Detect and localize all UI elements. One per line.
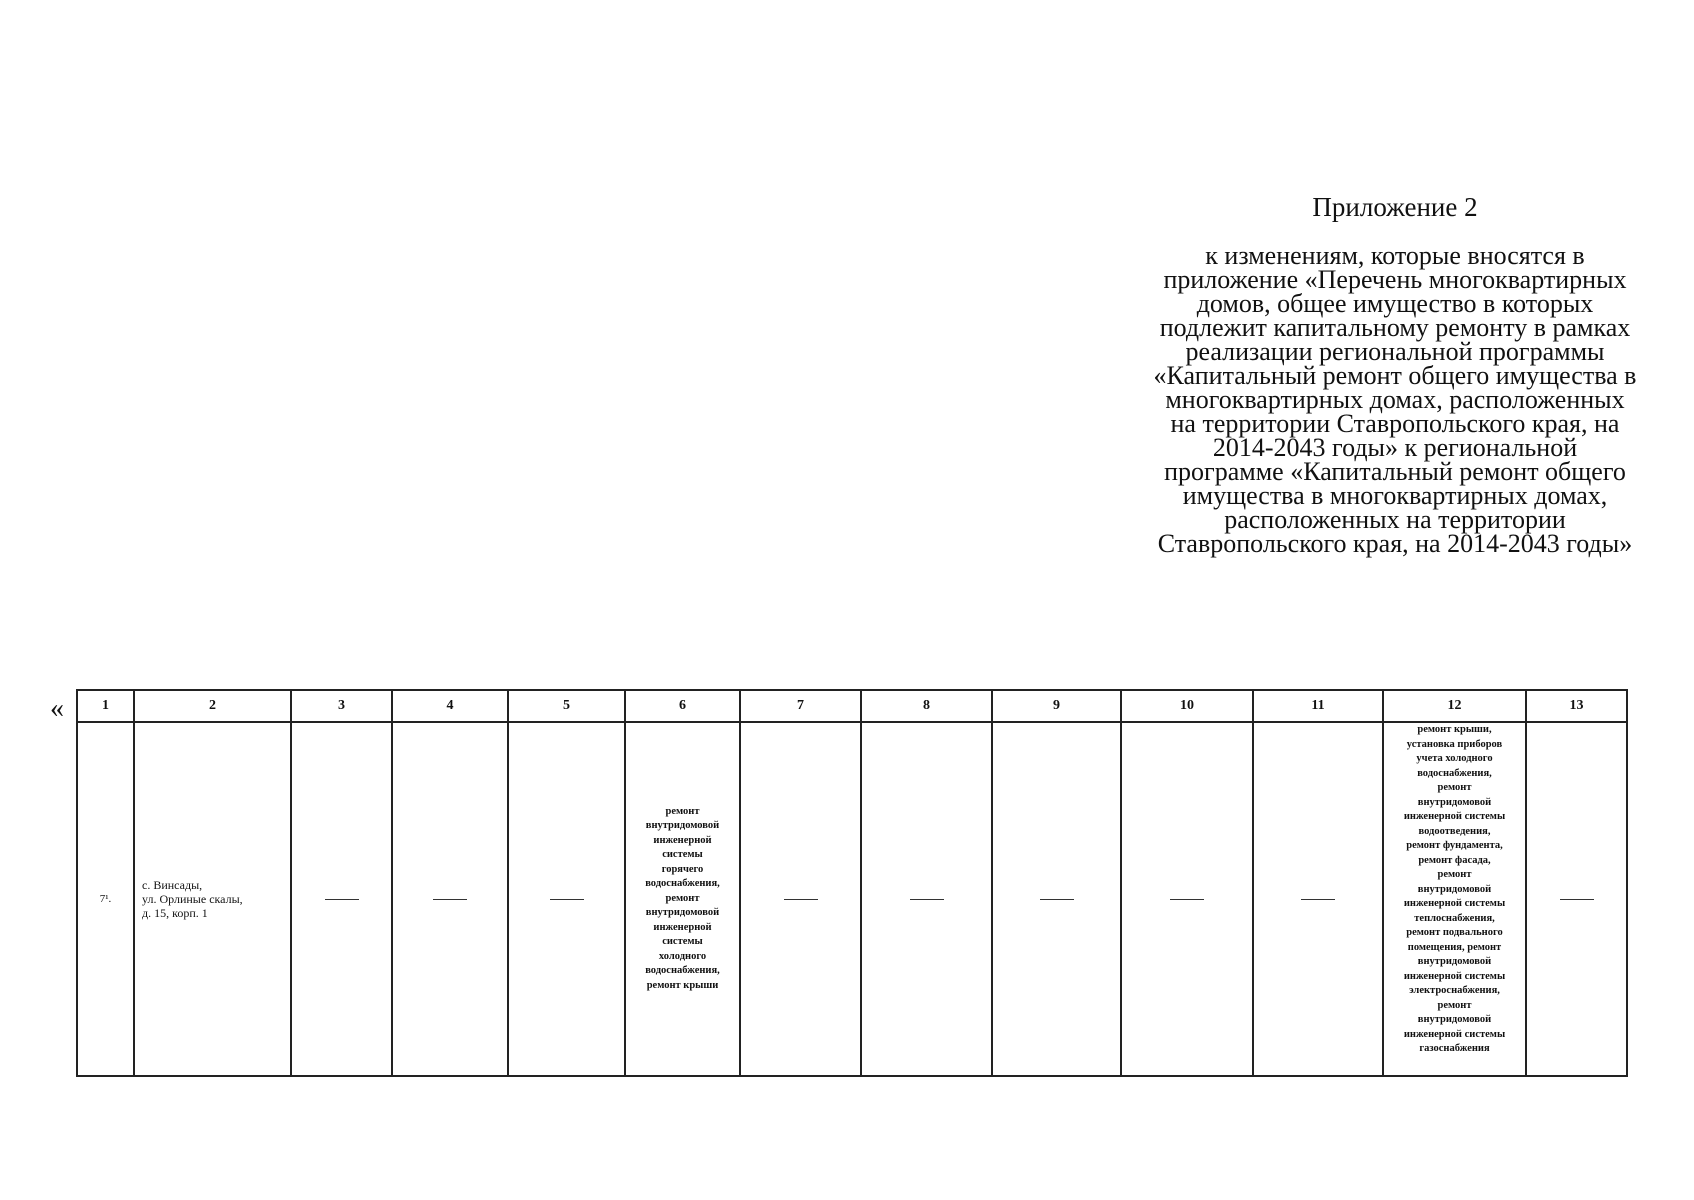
- column-header: 11: [1253, 690, 1383, 722]
- dash-mark: [910, 899, 944, 900]
- column-header: 6: [625, 690, 740, 722]
- dash-mark: [1040, 899, 1074, 900]
- dash-mark: [1560, 899, 1594, 900]
- opening-quote-mark: «: [50, 693, 64, 724]
- dash-mark: [784, 899, 818, 900]
- row-number-cell: 7¹.: [77, 722, 134, 1076]
- column-header: 2: [134, 690, 291, 722]
- column-header: 7: [740, 690, 861, 722]
- empty-cell: [1526, 722, 1627, 1076]
- empty-cell: [992, 722, 1121, 1076]
- column-header: 12: [1383, 690, 1526, 722]
- column-header: 3: [291, 690, 392, 722]
- empty-cell: [291, 722, 392, 1076]
- column-header: 9: [992, 690, 1121, 722]
- table-header-row: [77, 690, 1627, 722]
- appendix-header: [1150, 192, 1640, 556]
- empty-cell: [1253, 722, 1383, 1076]
- appendix-title: Приложение 2: [1312, 192, 1478, 222]
- dash-mark: [1301, 899, 1335, 900]
- column-header: 8: [861, 690, 992, 722]
- works-column-6-cell: ремонт внутридомовой инженерной системы горячего водоснабжения, ремонт внутридомовой инженерной системы холодного водоснабжения, ремонт крыши: [625, 722, 740, 1076]
- empty-cell: [740, 722, 861, 1076]
- column-header: 4: [392, 690, 508, 722]
- column-header: 5: [508, 690, 625, 722]
- empty-cell: [392, 722, 508, 1076]
- empty-cell: [861, 722, 992, 1076]
- buildings-table: [76, 689, 1628, 1077]
- table-row: [77, 722, 1627, 1076]
- dash-mark: [550, 899, 584, 900]
- empty-cell: [1121, 722, 1253, 1076]
- dash-mark: [433, 899, 467, 900]
- dash-mark: [325, 899, 359, 900]
- address-cell: с. Винсады, ул. Орлиные скалы, д. 15, корп. 1: [134, 722, 291, 1076]
- column-header: 1: [77, 690, 134, 722]
- column-header: 13: [1526, 690, 1627, 722]
- empty-cell: [508, 722, 625, 1076]
- dash-mark: [1170, 899, 1204, 900]
- works-column-12-cell: ремонт крыши, установка приборов учета холодного водоснабжения, ремонт внутридомовой инженерной системы водоотведения, ремонт фундамента, ремонт фасада, ремонт внутридомовой инженерной системы теплоснабжения, ремонт подвального помещения, ремонт внутридомовой инженерной системы электроснабжения, ремонт внутридомовой инженерной системы газоснабжения: [1383, 722, 1526, 1076]
- column-header: 10: [1121, 690, 1253, 722]
- appendix-description: к изменениям, которые вносятся в приложение «Перечень многоквартирных домов, общее имущество в которых подлежит капитальному ремонту в рамках реализации региональной программы «Капитальный ремонт общего имущества в многоквартирных домах, расположенных на территории Ставропольского края, на 2014-2043 годы» к региональной программе «Капитальный ремонт общего имущества в многоквартирных домах, расположенных на территории Ставропольского края, на 2014-2043 годы»: [1153, 241, 1637, 558]
